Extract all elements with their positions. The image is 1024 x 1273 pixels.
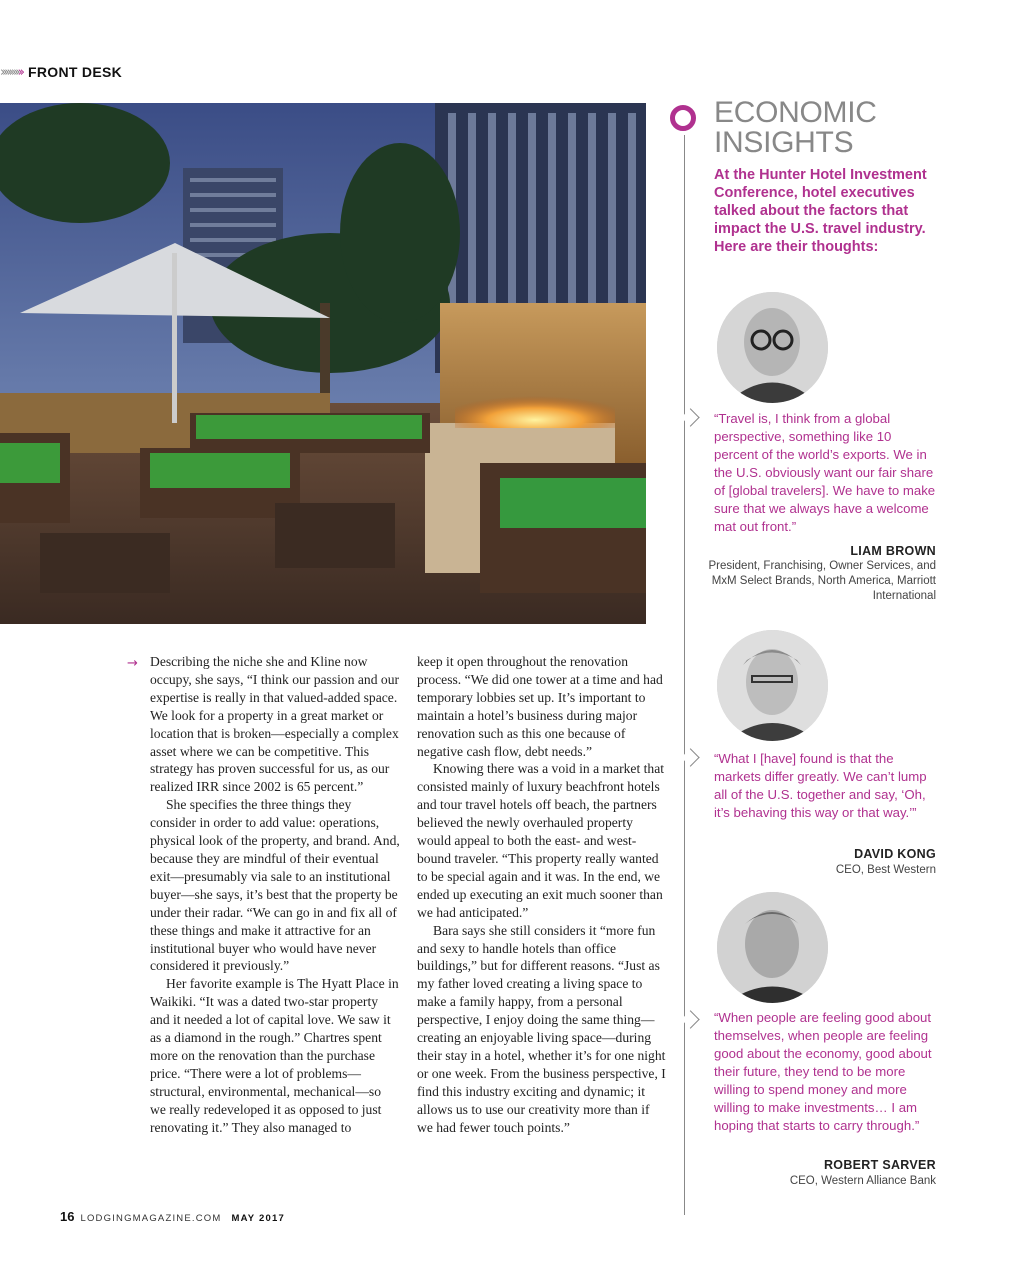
page-footer	[60, 1209, 285, 1224]
quote-author: DAVID KONG	[854, 847, 936, 861]
article-paragraph: Knowing there was a void in a market that consisted mainly of luxury beachfront hotels and tour travel hotels off beach, the partners believed the newly overhauled property would appeal to both the east- and west-bound traveler. “This property really wanted to be special again and it was. In the end, we ended up executing an exit much sooner than we had anticipated.”	[417, 761, 665, 920]
footer-date: MAY 2017	[231, 1213, 285, 1224]
article-paragraph: keep it open throughout the renovation process. “We did one tower at a time and had temporary lobbies set up. It’s important to maintain a hotel’s business during major renovation such as this one because of negative cash flow, debt needs.”	[417, 654, 663, 759]
quote-text: “When people are feeling good about themselves, when people are feeling good about the economy, good about their future, they tend to be more willing to spend money and more willing to make investments… I am hoping that starts to carry through.”	[714, 1010, 932, 1133]
portrait-liam-brown	[717, 292, 828, 403]
quote-author: ROBERT SARVER	[823, 1158, 936, 1172]
quote-text: “Travel is, I think from a global perspective, something like 10 percent of the world’s exports. We in the U.S. obviously want our fair share of [global travelers]. We have to make sure that we always have a welcome mat out front.”	[714, 411, 936, 534]
sidebar-intro: At the Hunter Hotel Investment Conference, hotel executives talked about the factors that impact the U.S. travel industry. Here are their thoughts:	[714, 167, 927, 255]
hotel-patio-image	[0, 103, 646, 624]
hotel-photo	[0, 103, 646, 624]
portrait-robert-sarver	[717, 892, 828, 1003]
article-paragraph: Bara says she still considers it “more fun and sexy to handle hotels than office buildings,” but for different reasons. “Just as my father loved creating a living space to make a family happy, from a personal perspective, I enjoy doing the same thing—creating an enjoyable living space—during their stay in a hotel, whether it’s for one night or one week. From the business perspective, I find this industry exciting and dynamic; it allows us to use our creativity more than if we had fewer touch points.”	[417, 922, 666, 1135]
sidebar-title: ECONOMIC INSIGHTS	[714, 96, 877, 159]
quote-text: “What I [have] found is that the markets differ greatly. We can’t lump all of the U.S. together and say, ‘Oh, it’s behaving this way or that way.’”	[714, 751, 927, 820]
footer-site: LODGINGMAGAZINE.COM	[80, 1213, 222, 1224]
portrait-david-kong	[717, 630, 828, 741]
continued-arrow-icon: →	[127, 656, 138, 671]
quote-author-role: President, Franchising, Owner Services, and MxM Select Brands, North America, Marriott International	[708, 560, 936, 602]
section-title: FRONT DESK	[28, 64, 122, 80]
sidebar-timeline	[684, 135, 685, 1215]
quote-author-role: CEO, Best Western	[835, 864, 936, 876]
page-number: 16	[60, 1209, 75, 1224]
article-column-1	[150, 653, 400, 1136]
article-column-2	[417, 653, 667, 1136]
article-paragraph: She specifies the three things they consider in order to add value: operations, physical look of the property, and brand. And, because they are mindful of their eventual exit—presumably via sale to an institutional buyer—she says, it’s best that the property be under their radar. “We can go in and fix all of these things and make it attractive for an institutional buyer who would have never considered it previously.”	[150, 797, 400, 974]
chevrons-icon: ››››››››››	[0, 64, 22, 80]
section-header	[0, 63, 122, 81]
quote-author: LIAM BROWN	[850, 544, 936, 558]
ring-icon	[670, 105, 696, 131]
article-paragraph: Her favorite example is The Hyatt Place in Waikiki. “It was a dated two-star property and it needed a lot of capital love. We saw it as a diamond in the rough.” Chartres spent more on the renovation than the purchase price. “There were a lot of problems—structural, environmental, mechanical—so we really redeveloped it as opposed to just renovating it.” They also managed to	[150, 976, 399, 1135]
article-paragraph: Describing the niche she and Kline now occupy, she says, “I think our passion and our expertise is really in that valued-added space. We look for a property in a great market or location that is broken—especially a complex asset where we can be competitive. This strategy has proven successful for us, as our realized IRR since 2002 is 65 percent.”	[150, 654, 400, 795]
quote-author-role: CEO, Western Alliance Bank	[789, 1175, 936, 1187]
